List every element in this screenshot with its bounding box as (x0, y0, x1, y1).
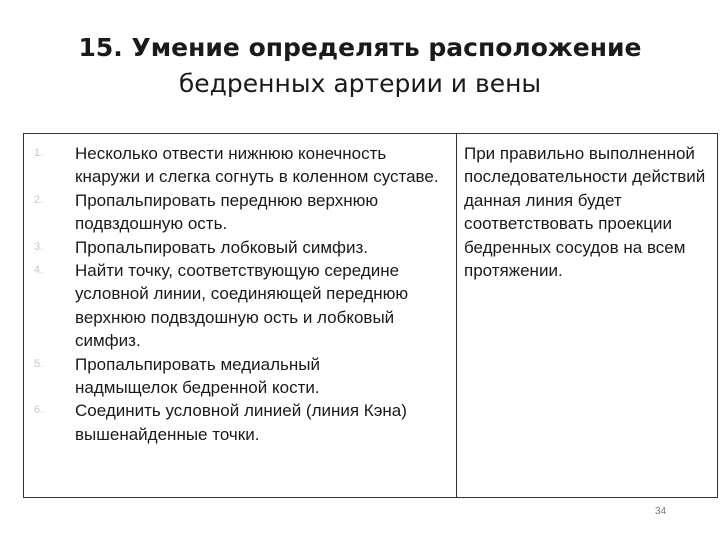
step-item (24, 142, 445, 189)
slide-title (0, 30, 720, 102)
step-text: Несколько отвести нижнюю конечность кнаружи и слегка согнуть в коленном суставе. (75, 144, 439, 187)
step-text: Пропальпировать переднюю верхнюю подвздошную ость. (75, 190, 379, 234)
column-divider (456, 134, 457, 497)
step-item (24, 189, 415, 236)
page-number: 34 (655, 506, 667, 517)
title-line-1: 15. Умение определять расположение (78, 33, 642, 62)
steps-list (24, 142, 456, 446)
step-item (24, 353, 395, 400)
step-number: 1. (34, 147, 44, 159)
result-text: При правильно выполненной последовательности действий данная линия будет соответствовать проекции бедренных сосудов на всем протяжении. (464, 144, 706, 281)
step-number: 3. (34, 240, 44, 253)
title-line-2: бедренных артерии и вены (178, 69, 542, 98)
step-text: Соединить условной линией (линия Кэна) вышенайденные точки. (75, 401, 407, 444)
step-text: Пропальпировать медиальный надмыщелок бедренной кости. (75, 354, 320, 398)
step-number: 4. (34, 264, 44, 277)
step-number: 5. (34, 357, 44, 370)
step-item (24, 236, 435, 259)
step-number: 2. (34, 193, 44, 206)
steps-table (23, 133, 718, 498)
step-text: Пропальпировать лобковый симфиз. (75, 237, 369, 257)
step-text: Найти точку, соответствующую середине условной линии, соединяющей переднюю верхнюю подвздошную ость и лобковый симфиз. (75, 261, 409, 351)
step-item (24, 399, 420, 446)
step-number: 6. (34, 404, 44, 417)
step-item (24, 259, 445, 353)
